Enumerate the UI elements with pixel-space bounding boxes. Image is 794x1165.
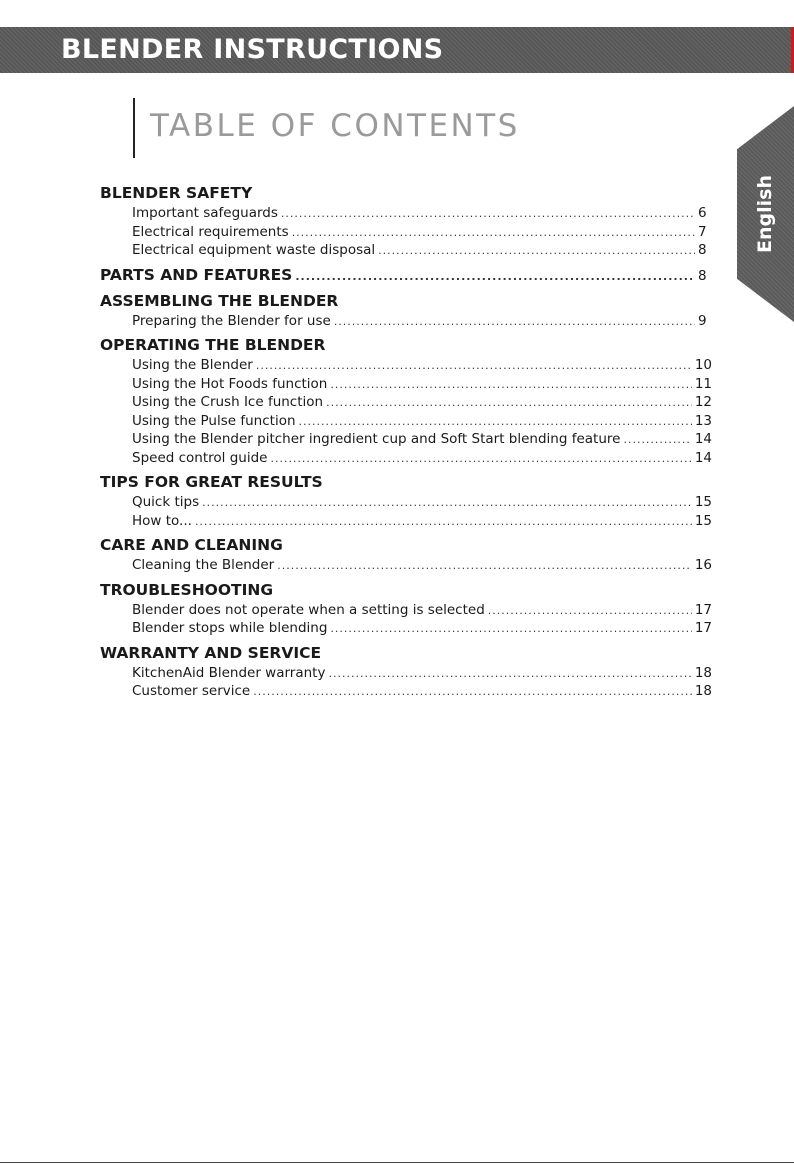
toc-entry-label: Electrical equipment waste disposal: [132, 242, 376, 258]
toc-entry-label: Speed control guide: [132, 449, 268, 466]
toc-section-title: ASSEMBLING THE BLENDER: [100, 291, 339, 310]
toc-entry-label: Quick tips: [132, 494, 200, 510]
toc-dot-leader: [299, 413, 692, 432]
toc-page-number: 10: [694, 357, 712, 373]
toc-page-number: 15: [694, 512, 712, 529]
toc-entry-label: Using the Blender pitcher ingredient cup and Soft Start blending feature: [132, 431, 621, 447]
toc-entry-label: Using the Crush Ice function: [132, 394, 324, 410]
toc-entry[interactable]: [100, 375, 712, 394]
page-bottom-rule: [0, 1162, 794, 1163]
toc-entry[interactable]: [100, 449, 712, 468]
toc-page-number: 18: [694, 664, 712, 681]
toc-entry-label: Important safeguards: [132, 205, 278, 221]
toc-section: [100, 291, 712, 331]
toc-dot-leader: [334, 313, 695, 332]
toc-entry[interactable]: [100, 601, 712, 620]
toc-entry-label: How to...: [132, 512, 192, 529]
toc-entry-label: Preparing the Blender for use: [132, 312, 331, 329]
table-of-contents: [100, 183, 712, 701]
toc-section-title: TIPS FOR GREAT RESULTS: [100, 473, 323, 491]
toc-page-number: 14: [694, 449, 712, 466]
toc-entry[interactable]: [100, 556, 712, 575]
toc-entry[interactable]: [100, 619, 712, 638]
toc-section: [100, 335, 712, 467]
toc-section-heading[interactable]: [100, 535, 712, 556]
toc-section-heading[interactable]: [100, 335, 712, 356]
toc-section-heading[interactable]: [100, 643, 712, 664]
toc-dot-leader: [623, 431, 691, 450]
language-tab-label: English: [754, 175, 776, 253]
toc-entry-label: Blender stops while blending: [132, 620, 328, 636]
toc-section: [100, 580, 712, 638]
toc-page-number: 11: [694, 375, 712, 392]
toc-dot-leader: [256, 357, 692, 376]
toc-dot-leader: [277, 557, 692, 576]
toc-section-title: CARE AND CLEANING: [100, 536, 283, 554]
toc-page-number: 6: [698, 205, 707, 221]
toc-entry-label: Using the Pulse function: [132, 412, 296, 429]
toc-page-number: 12: [694, 394, 712, 410]
toc-entry[interactable]: [100, 204, 712, 223]
toc-dot-leader: [292, 224, 695, 243]
toc-page-number: 7: [698, 223, 707, 240]
toc-section-title: TROUBLESHOOTING: [100, 580, 274, 599]
toc-page-number: 14: [694, 431, 712, 447]
toc-entry[interactable]: [100, 312, 712, 331]
toc-dot-leader: [378, 242, 695, 261]
toc-section: [100, 265, 712, 286]
toc-dot-leader: [295, 266, 695, 287]
toc-page-number: 15: [694, 494, 712, 510]
toc-entry-label: Cleaning the Blender: [132, 557, 275, 573]
toc-section: [100, 472, 712, 530]
toc-section: [100, 643, 712, 701]
toc-dot-leader: [330, 620, 691, 639]
toc-page-number: 17: [694, 601, 712, 618]
toc-section-heading[interactable]: [100, 291, 712, 312]
toc-section-heading[interactable]: [100, 472, 712, 493]
toc-entry[interactable]: [100, 682, 712, 701]
toc-dot-leader: [202, 494, 692, 513]
toc-dot-leader: [281, 205, 695, 224]
toc-page-number: 9: [698, 312, 707, 329]
toc-title-rule: [133, 98, 135, 158]
toc-entry[interactable]: [100, 430, 712, 449]
toc-section-title: WARRANTY AND SERVICE: [100, 643, 322, 662]
toc-section-heading[interactable]: [100, 580, 712, 601]
toc-section-title: BLENDER SAFETY: [100, 184, 253, 202]
toc-page-number: 16: [694, 557, 712, 573]
toc-entry[interactable]: [100, 412, 712, 431]
toc-entry-label: Using the Blender: [132, 357, 253, 373]
toc-dot-leader: [270, 450, 691, 469]
toc-entry[interactable]: [100, 664, 712, 683]
toc-page-number: 8: [698, 242, 707, 258]
toc-dot-leader: [330, 376, 691, 395]
toc-page-number: 8: [698, 267, 707, 284]
toc-dot-leader: [326, 394, 692, 413]
toc-dot-leader: [328, 665, 691, 684]
toc-dot-leader: [253, 683, 692, 702]
toc-dot-leader: [195, 513, 692, 532]
toc-section-heading[interactable]: [100, 183, 712, 204]
toc-section-title: PARTS AND FEATURES: [100, 265, 293, 284]
toc-entry[interactable]: [100, 241, 712, 260]
toc-entry-label: Electrical requirements: [132, 223, 289, 240]
toc-entry-label: Customer service: [132, 683, 251, 699]
toc-section-title: OPERATING THE BLENDER: [100, 336, 326, 354]
toc-title: TABLE OF CONTENTS: [150, 108, 520, 144]
toc-entry-label: Using the Hot Foods function: [132, 375, 328, 392]
toc-entry[interactable]: [100, 512, 712, 531]
toc-entry-label: Blender does not operate when a setting is selected: [132, 601, 485, 618]
toc-section: [100, 535, 712, 575]
toc-entry-label: KitchenAid Blender warranty: [132, 664, 326, 681]
toc-dot-leader: [488, 602, 692, 621]
toc-page-number: 13: [694, 412, 712, 429]
toc-section: [100, 183, 712, 260]
toc-entry[interactable]: [100, 493, 712, 512]
toc-section-heading[interactable]: [100, 265, 712, 286]
toc-page-number: 17: [694, 620, 712, 636]
toc-entry[interactable]: [100, 356, 712, 375]
toc-entry[interactable]: [100, 223, 712, 242]
toc-entry[interactable]: [100, 393, 712, 412]
page-header-title: BLENDER INSTRUCTIONS: [61, 34, 444, 65]
toc-page-number: 18: [694, 683, 712, 699]
